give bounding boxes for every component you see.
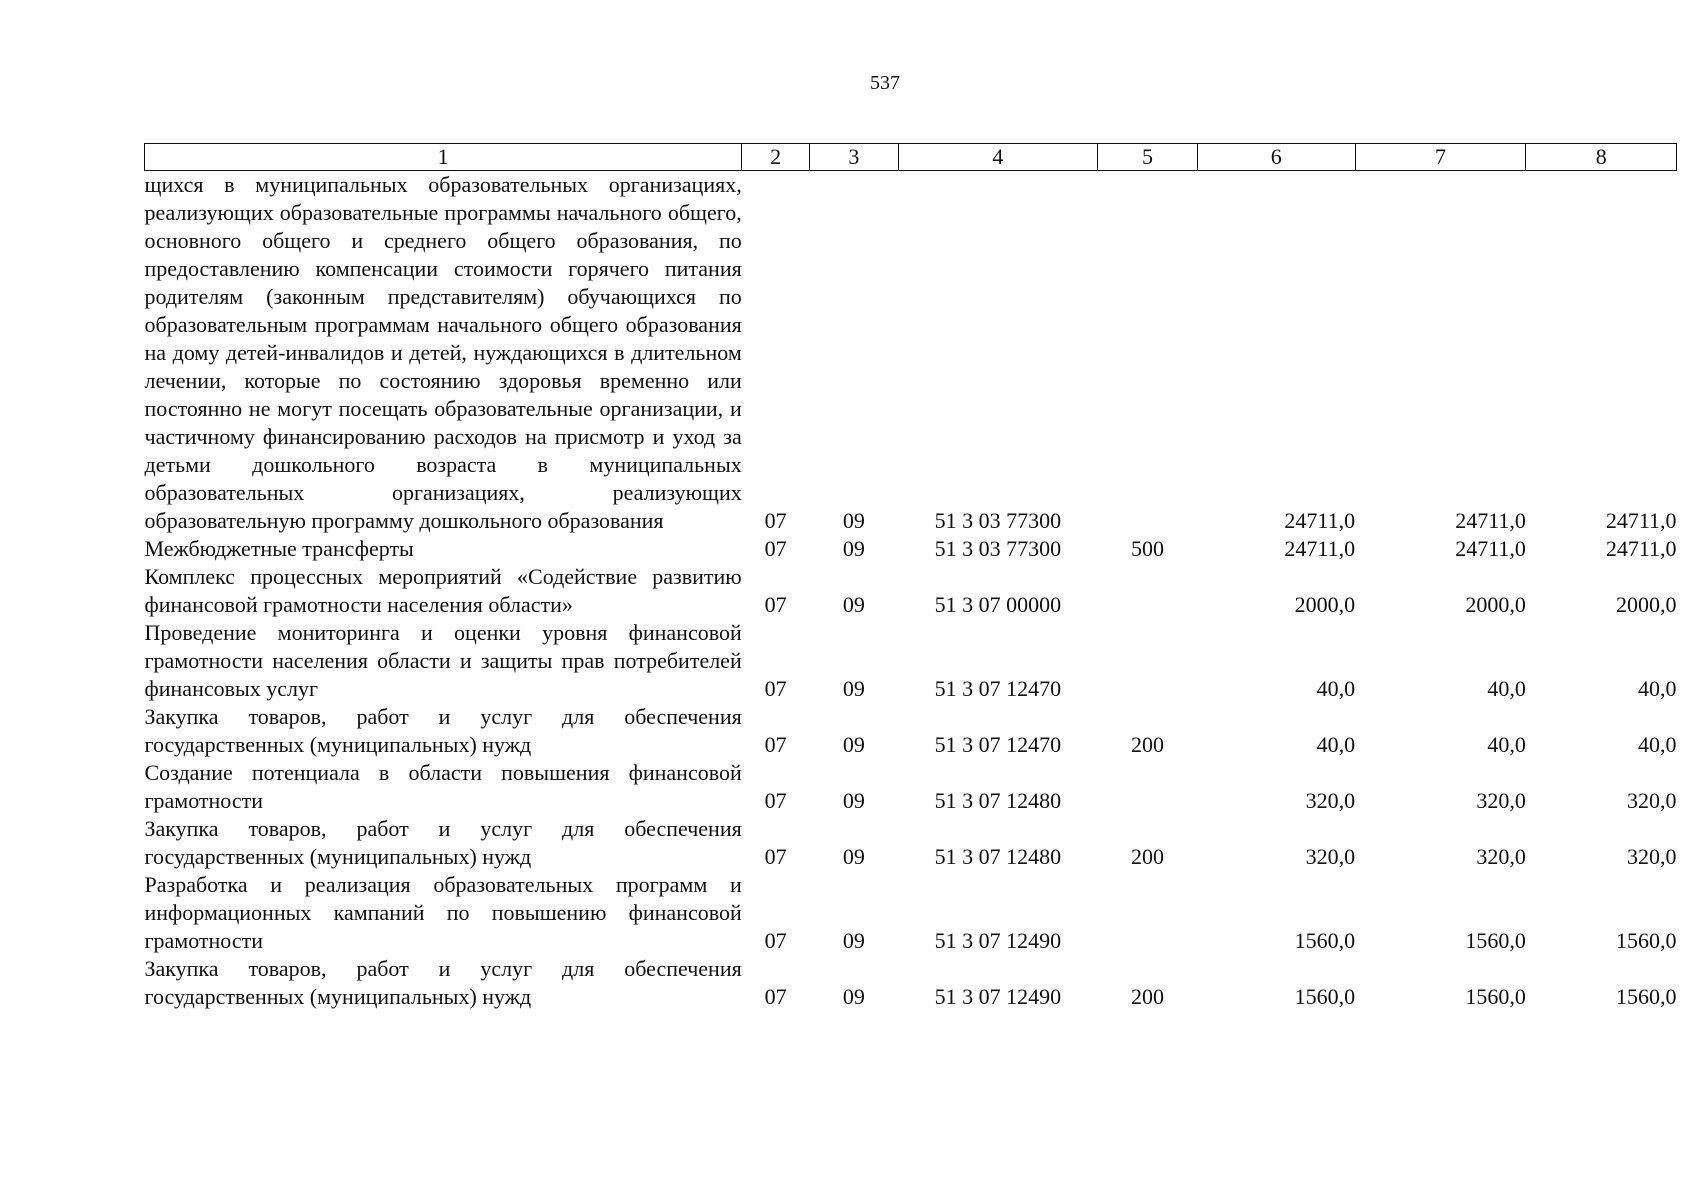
row-target-article-cell: 51 3 07 12470 [934, 676, 1062, 701]
row-name-cell: Создание потенциала в области повышения финансовой грамотности [144, 760, 742, 813]
row-subsection-cell: 09 [842, 592, 865, 617]
row-section-cell: 07 [764, 984, 787, 1009]
row-target-article-cell: 51 3 07 12480 [934, 844, 1062, 869]
row-amount-3-cell: 40,0 [1638, 732, 1677, 757]
column-header-4: 4 [898, 144, 1097, 171]
row-amount-3-cell: 320,0 [1627, 788, 1677, 813]
row-amount-2-cell: 1560,0 [1465, 984, 1526, 1009]
row-target-article-cell: 51 3 07 00000 [934, 592, 1062, 617]
row-section-cell: 07 [764, 928, 787, 953]
table-row [145, 171, 1677, 536]
row-amount-2-cell: 1560,0 [1465, 928, 1526, 953]
table-row [145, 815, 1677, 871]
row-target-article-cell: 51 3 07 12490 [934, 984, 1062, 1009]
table-row [145, 535, 1677, 563]
column-header-5: 5 [1097, 144, 1197, 171]
column-header-6: 6 [1197, 144, 1355, 171]
row-section-cell: 07 [764, 592, 787, 617]
row-subsection-cell: 09 [842, 676, 865, 701]
budget-table [144, 143, 1677, 1011]
column-header-3: 3 [809, 144, 898, 171]
row-subsection-cell: 09 [842, 928, 865, 953]
row-amount-3-cell: 2000,0 [1616, 592, 1677, 617]
row-amount-3-cell: 320,0 [1627, 844, 1677, 869]
row-amount-1-cell: 1560,0 [1294, 928, 1356, 953]
row-name-cell: Комплекс процессных мероприятий «Содействие развитию финансовой грамотности населения области» [144, 564, 742, 617]
row-amount-3-cell: 24711,0 [1605, 508, 1677, 533]
row-amount-2-cell: 24711,0 [1455, 536, 1526, 561]
row-section-cell: 07 [764, 732, 787, 757]
column-header-2: 2 [742, 144, 810, 171]
table-row [145, 563, 1677, 619]
row-target-article-cell: 51 3 07 12480 [934, 788, 1062, 813]
budget-table-body [145, 171, 1677, 1012]
row-amount-2-cell: 40,0 [1487, 676, 1526, 701]
row-amount-3-cell: 1560,0 [1616, 984, 1677, 1009]
row-subsection-cell: 09 [842, 788, 865, 813]
row-subsection-cell: 09 [842, 508, 865, 533]
row-expense-type-cell [1097, 759, 1197, 815]
row-target-article-cell: 51 3 07 12470 [934, 732, 1062, 757]
row-amount-1-cell: 40,0 [1316, 676, 1356, 701]
row-amount-2-cell: 320,0 [1476, 844, 1526, 869]
row-expense-type-cell: 200 [1130, 732, 1164, 757]
row-subsection-cell: 09 [842, 984, 865, 1009]
table-row [145, 955, 1677, 1011]
row-target-article-cell: 51 3 03 77300 [934, 508, 1062, 533]
column-header-1: 1 [145, 144, 742, 171]
column-number-header-row [145, 144, 1677, 171]
row-expense-type-cell: 200 [1130, 984, 1164, 1009]
row-amount-3-cell: 1560,0 [1616, 928, 1677, 953]
row-expense-type-cell [1097, 871, 1197, 955]
row-amount-2-cell: 24711,0 [1455, 508, 1526, 533]
row-amount-2-cell: 320,0 [1476, 788, 1526, 813]
page-number: 537 [870, 72, 900, 94]
row-name-cell: щихся в муниципальных образовательных организациях, реализующих образовательные программы начального общего, основного общего и среднего общего образования, по предоставлению компенсации стоимости горячего питания родителям (законным представителям) обучающихся по образовательным программам начального общего образования на дому детей-инвалидов и детей, нуждающихся в длительном лечении, которые по состоянию здоровья временно или постоянно не могут посещать образовательные организации, и частичному финансированию расходов на присмотр и уход за детьми дошкольного возраста в муниципальных образовательных организациях, реализующих образовательную программу дошкольного образования [144, 172, 742, 533]
row-subsection-cell: 09 [842, 844, 865, 869]
row-target-article-cell: 51 3 03 77300 [934, 536, 1062, 561]
row-section-cell: 07 [764, 788, 787, 813]
row-expense-type-cell: 200 [1130, 844, 1164, 869]
row-subsection-cell: 09 [842, 536, 865, 561]
row-expense-type-cell [1097, 171, 1197, 536]
row-amount-1-cell: 24711,0 [1284, 536, 1356, 561]
column-header-7: 7 [1355, 144, 1526, 171]
row-name-cell: Межбюджетные трансферты [144, 536, 414, 561]
table-row [145, 619, 1677, 703]
row-amount-1-cell: 24711,0 [1284, 508, 1356, 533]
row-amount-3-cell: 24711,0 [1605, 536, 1677, 561]
row-target-article-cell: 51 3 07 12490 [934, 928, 1062, 953]
row-name-cell: Закупка товаров, работ и услуг для обеспечения государственных (муниципальных) нужд [144, 956, 742, 1009]
row-name-cell: Закупка товаров, работ и услуг для обеспечения государственных (муниципальных) нужд [144, 704, 742, 757]
row-amount-1-cell: 40,0 [1316, 732, 1356, 757]
column-header-8: 8 [1526, 144, 1677, 171]
table-row [145, 759, 1677, 815]
row-amount-2-cell: 40,0 [1487, 732, 1526, 757]
row-subsection-cell: 09 [842, 732, 865, 757]
row-section-cell: 07 [764, 508, 787, 533]
table-row [145, 871, 1677, 955]
row-section-cell: 07 [764, 844, 787, 869]
row-expense-type-cell [1097, 563, 1197, 619]
row-amount-1-cell: 1560,0 [1294, 984, 1356, 1009]
row-amount-1-cell: 320,0 [1305, 844, 1356, 869]
row-name-cell: Разработка и реализация образовательных программ и информационных кампаний по повышению финансовой грамотности [144, 872, 742, 953]
row-amount-1-cell: 320,0 [1305, 788, 1356, 813]
row-amount-2-cell: 2000,0 [1465, 592, 1526, 617]
table-row [145, 703, 1677, 759]
row-name-cell: Проведение мониторинга и оценки уровня финансовой грамотности населения области и защиты прав потребителей финансовых услуг [144, 620, 742, 701]
row-expense-type-cell: 500 [1130, 536, 1164, 561]
row-section-cell: 07 [764, 536, 787, 561]
row-amount-3-cell: 40,0 [1638, 676, 1677, 701]
row-amount-1-cell: 2000,0 [1294, 592, 1356, 617]
row-section-cell: 07 [764, 676, 787, 701]
row-name-cell: Закупка товаров, работ и услуг для обеспечения государственных (муниципальных) нужд [144, 816, 742, 869]
row-expense-type-cell [1097, 619, 1197, 703]
